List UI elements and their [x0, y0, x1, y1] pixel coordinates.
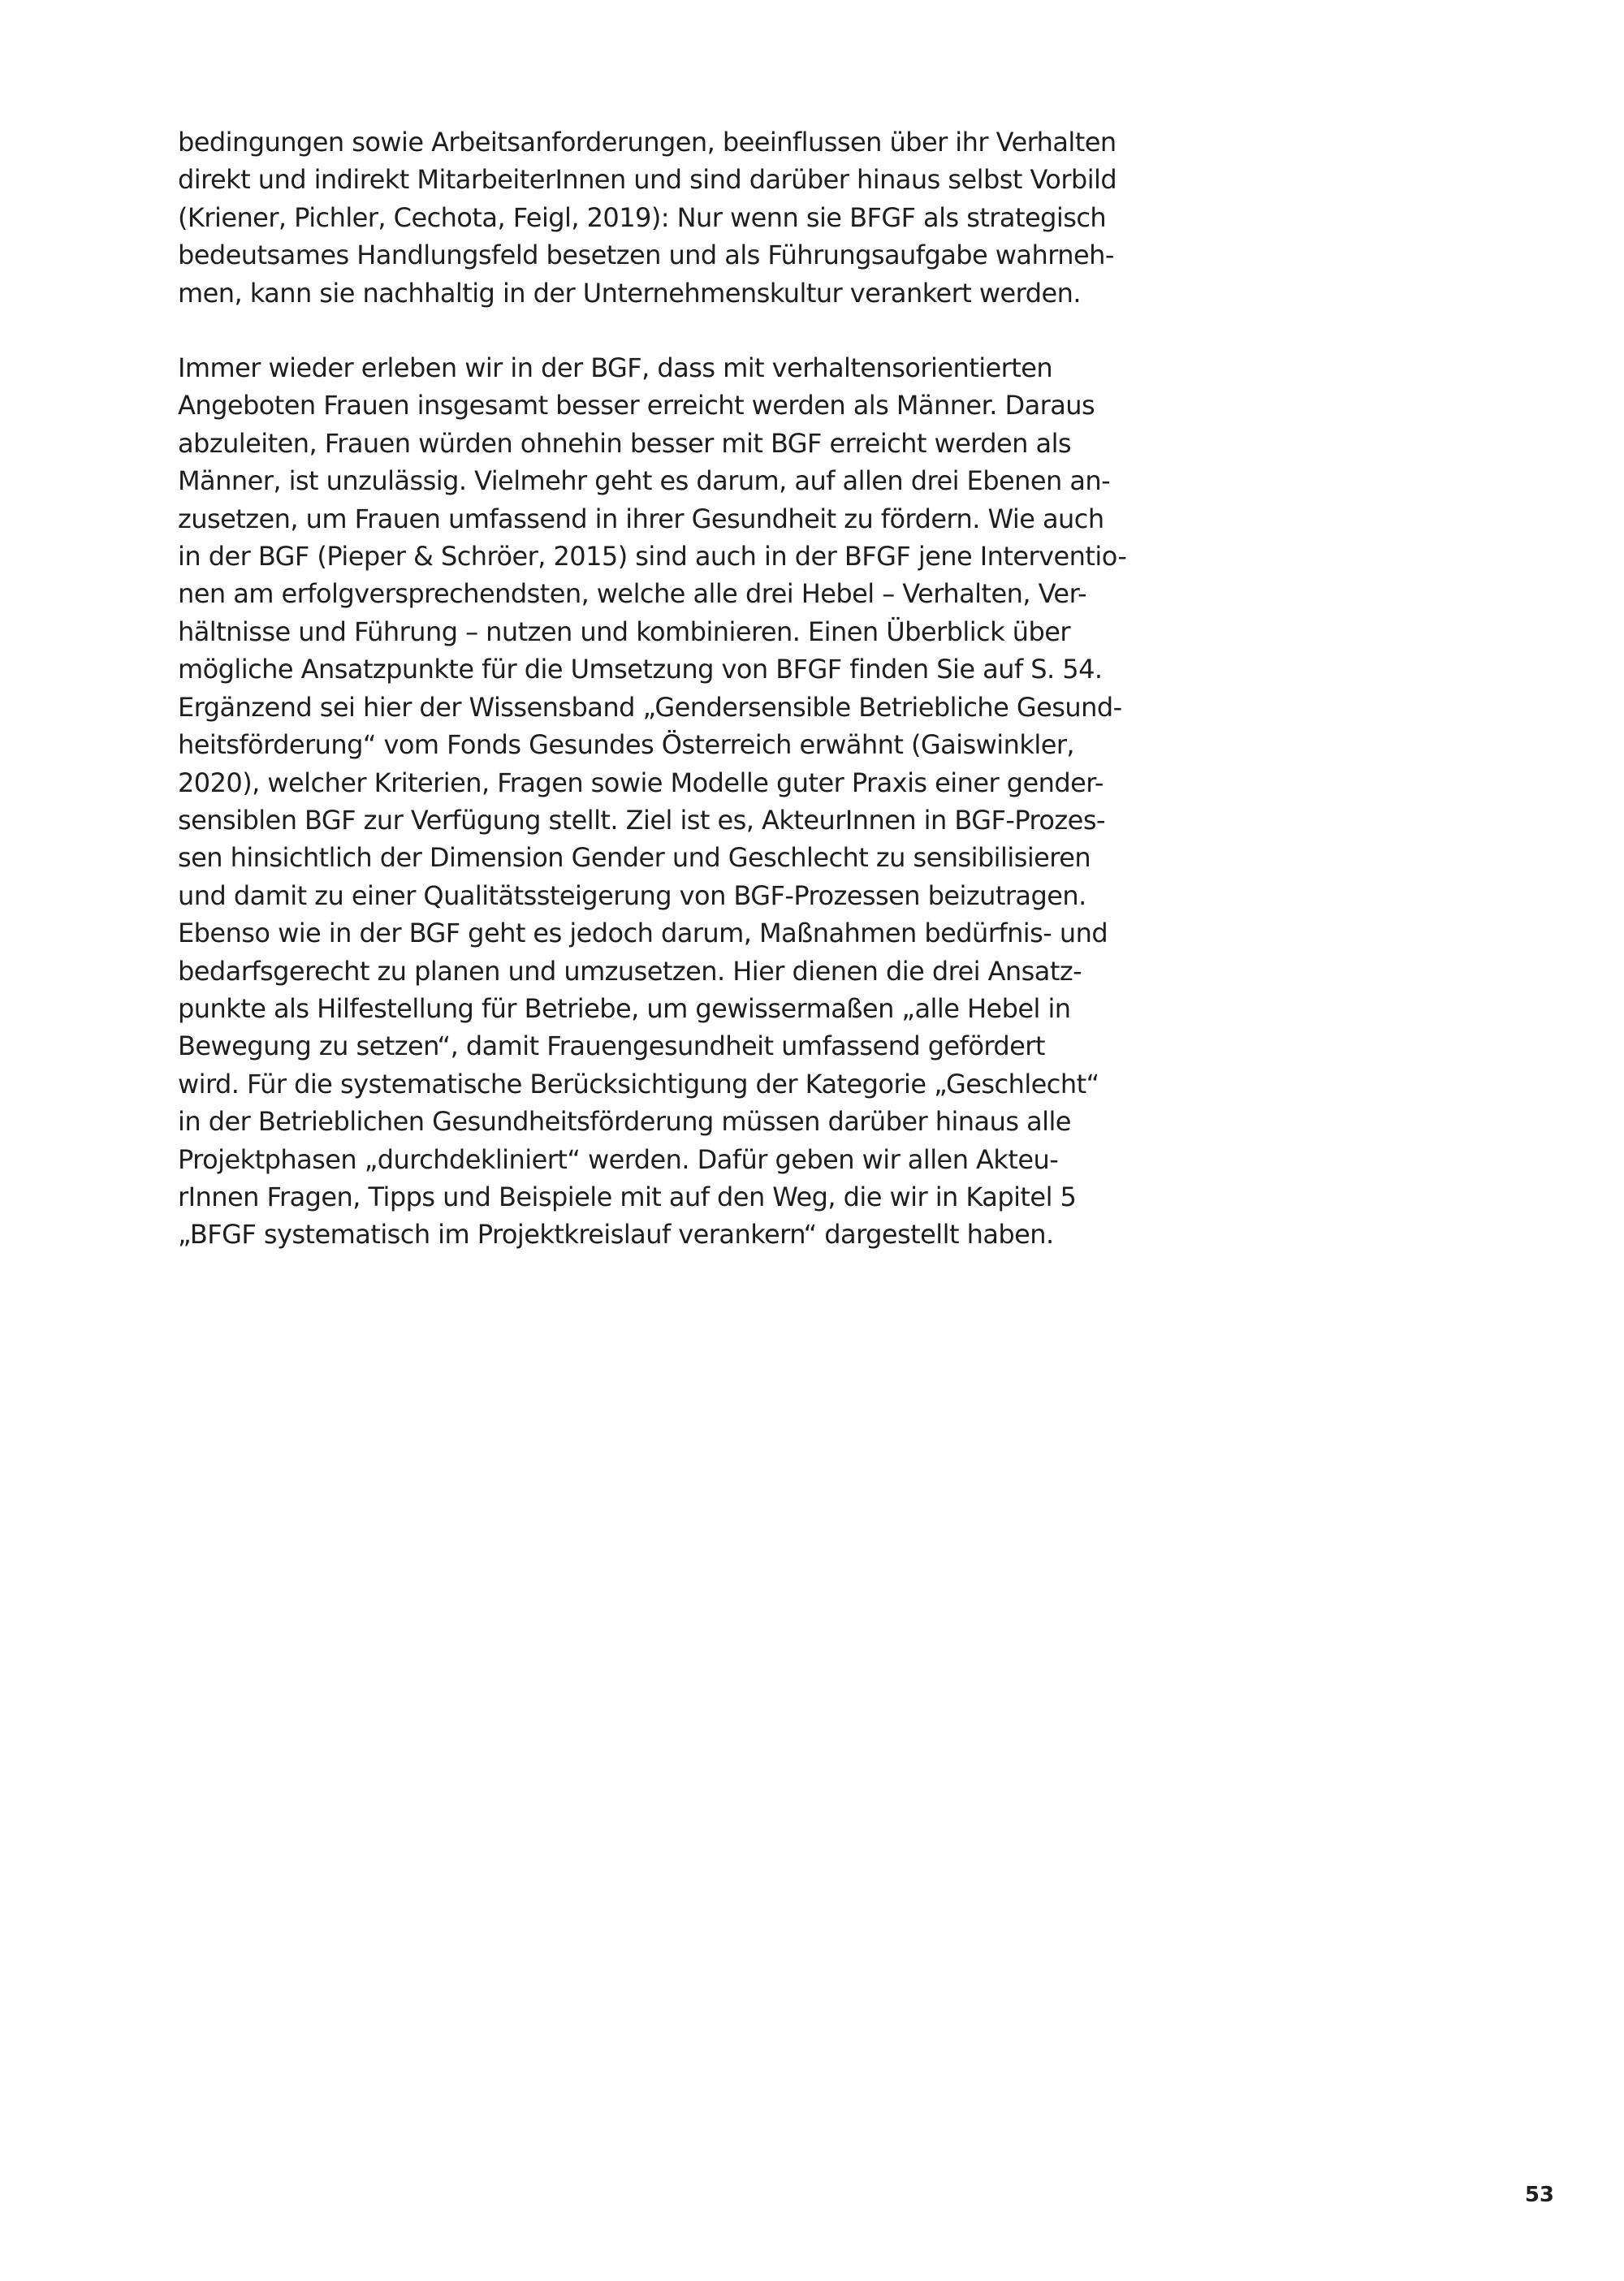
text-line: bedeutsames Handlungsfeld besetzen und als Führungsaufgabe wahrneh-	[178, 240, 1114, 271]
text-line: hältnisse und Führung – nutzen und kombinieren. Einen Überblick über	[178, 616, 1070, 647]
text-line: „BFGF systematisch im Projektkreislauf verankern“ dargestellt haben.	[178, 1219, 1054, 1251]
text-line: punkte als Hilfestellung für Betriebe, um gewissermaßen „alle Hebel in	[178, 992, 1071, 1024]
page-number: 53	[1524, 2183, 1554, 2207]
text-line: rInnen Fragen, Tipps und Beispiele mit auf den Weg, die wir in Kapitel 5	[178, 1181, 1077, 1212]
text-line: Ergänzend sei hier der Wissensband „Gendersensible Betriebliche Gesund-	[178, 691, 1122, 723]
text-line: bedarfsgerecht zu planen und umzusetzen. Hier dienen die drei Ansatz-	[178, 955, 1082, 987]
text-line: Männer, ist unzulässig. Vielmehr geht es darum, auf allen drei Ebenen an-	[178, 465, 1111, 497]
text-line: heitsförderung“ vom Fonds Gesundes Österreich erwähnt (Gaiswinkler,	[178, 729, 1075, 761]
text-line: Angeboten Frauen insgesamt besser erreicht werden als Männer. Daraus	[178, 390, 1095, 421]
text-line: Ebenso wie in der BGF geht es jedoch darum, Maßnahmen bedürfnis- und	[178, 918, 1108, 949]
text-line: 2020), welcher Kriterien, Fragen sowie Modelle guter Praxis einer gender-	[178, 767, 1104, 798]
text-line: bedingungen sowie Arbeitsanforderungen, beeinflussen über ihr Verhalten	[178, 127, 1116, 158]
text-line: mögliche Ansatzpunkte für die Umsetzung von BFGF finden Sie auf S. 54.	[178, 654, 1103, 685]
body-text	[178, 123, 1127, 1254]
text-line: und damit zu einer Qualitätssteigerung von BGF-Prozessen beizutragen.	[178, 879, 1086, 911]
paragraph-1	[178, 123, 1117, 312]
text-line: abzuleiten, Frauen würden ohnehin besser mit BGF erreicht werden als	[178, 427, 1072, 459]
text-line: wird. Für die systematische Berücksichtigung der Kategorie „Geschlecht“	[178, 1068, 1099, 1099]
text-line: Bewegung zu setzen“, damit Frauengesundheit umfassend gefördert	[178, 1030, 1045, 1062]
text-line: (Kriener, Pichler, Cechota, Feigl, 2019): Nur wenn sie BFGF als strategisch	[178, 201, 1107, 233]
text-line: in der BGF (Pieper & Schröer, 2015) sind auch in der BFGF jene Interventio-	[178, 541, 1127, 572]
text-line: Projektphasen „durchdekliniert“ werden. Dafür geben wir allen Akteu-	[178, 1143, 1059, 1175]
text-line: direkt und indirekt MitarbeiterInnen und sind darüber hinaus selbst Vorbild	[178, 164, 1117, 196]
paragraph-2	[178, 349, 1127, 1254]
text-line: in der Betrieblichen Gesundheitsförderung müssen darüber hinaus alle	[178, 1106, 1071, 1138]
text-line: Immer wieder erleben wir in der BGF, dass mit verhaltensorientierten	[178, 352, 1053, 384]
text-line: sen hinsichtlich der Dimension Gender und Geschlecht zu sensibilisieren	[178, 842, 1091, 874]
text-line: zusetzen, um Frauen umfassend in ihrer Gesundheit zu fördern. Wie auch	[178, 503, 1104, 534]
text-line: nen am erfolgversprechendsten, welche alle drei Hebel – Verhalten, Ver-	[178, 578, 1087, 610]
text-line: men, kann sie nachhaltig in der Unternehmenskultur verankert werden.	[178, 277, 1081, 309]
text-line: sensiblen BGF zur Verfügung stellt. Ziel ist es, AkteurInnen in BGF-Prozes-	[178, 804, 1105, 836]
